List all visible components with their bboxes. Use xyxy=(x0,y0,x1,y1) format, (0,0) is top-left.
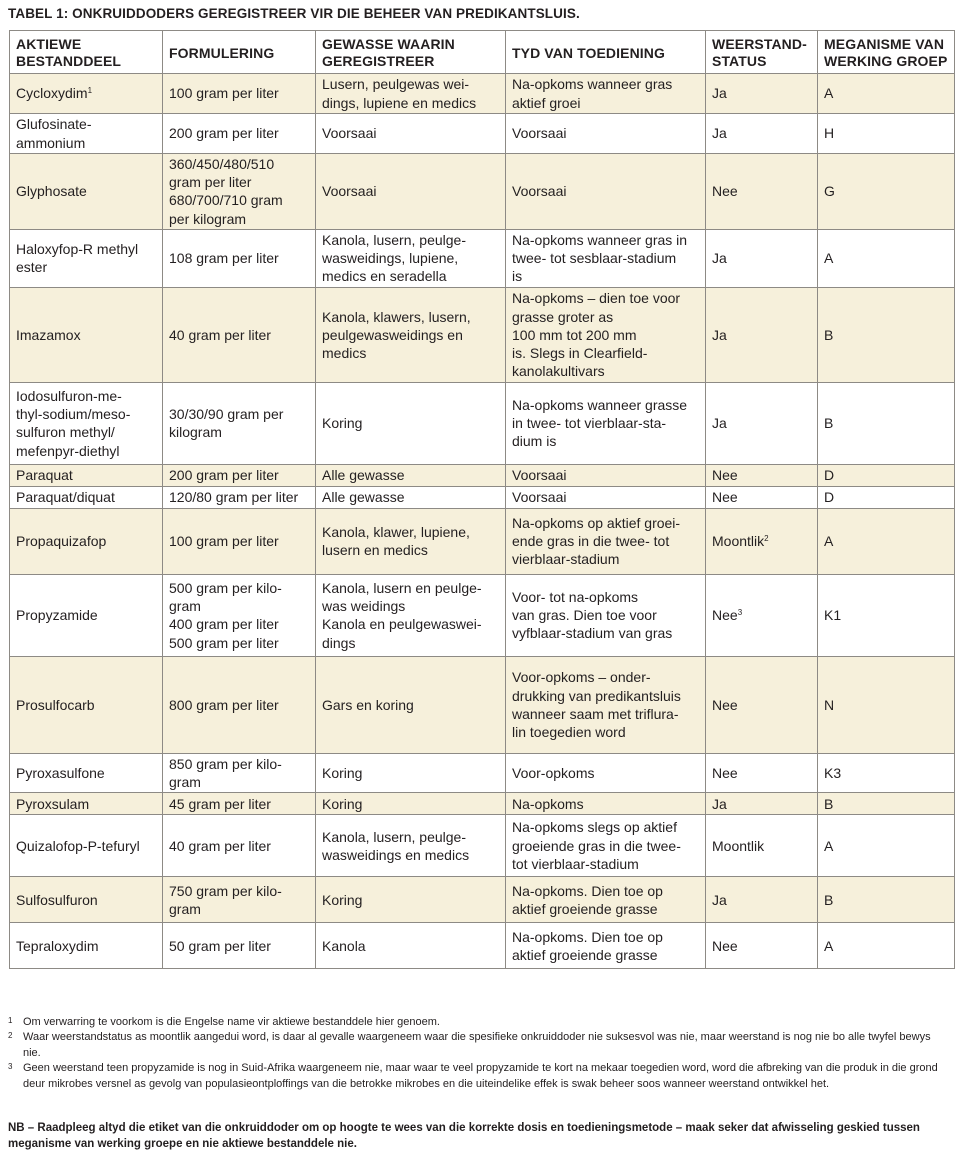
cell-formulation: 120/80 gram per liter xyxy=(163,486,316,508)
cell-resistance: Moontlik xyxy=(706,815,818,877)
cell-formulation: 40 gram per liter xyxy=(163,815,316,877)
cell-group: K1 xyxy=(818,574,955,656)
cell-timing: Na-opkoms op aktief groei- ende gras in die twee- tot vierblaar-stadium xyxy=(506,508,706,574)
cell-crops: Alle gewasse xyxy=(316,486,506,508)
cell-ingredient: Propyzamide xyxy=(10,574,163,656)
cell-group: N xyxy=(818,656,955,753)
cell-ingredient: Imazamox xyxy=(10,287,163,382)
header-formulation: FORMULERING xyxy=(163,31,316,74)
cell-resistance: Nee xyxy=(706,154,818,230)
cell-timing: Voor-opkoms xyxy=(506,753,706,792)
cell-formulation: 40 gram per liter xyxy=(163,287,316,382)
cell-resistance: Ja xyxy=(706,287,818,382)
header-group: MEGANISME VAN WERKING GROEP xyxy=(818,31,955,74)
nb-note: NB – Raadpleeg altyd die etiket van die onkruiddoder om op hoogte te wees van die korrekte dosis en toedieningsmetode – maak seker dat afwisseling geskied tussen meganisme van werking groepe en nie aktiewe bestanddele nie. xyxy=(8,1122,920,1150)
header-crops: GEWASSE WAARIN GEREGISTREER xyxy=(316,31,506,74)
cell-timing: Na-opkoms – dien toe voor grasse groter as 100 mm tot 200 mm is. Slegs in Clearfield- kanolakultivars xyxy=(506,287,706,382)
cell-resistance: Ja xyxy=(706,382,818,464)
cell-formulation: 50 gram per liter xyxy=(163,923,316,969)
cell-ingredient: Glufosinate- ammonium xyxy=(10,114,163,154)
cell-group: B xyxy=(818,793,955,815)
header-ingredient: AKTIEWE BESTANDDEEL xyxy=(10,31,163,74)
footnote-ref: 1 xyxy=(87,86,93,96)
cell-crops: Lusern, peulgewas wei- dings, lupiene en medics xyxy=(316,74,506,114)
cell-group: A xyxy=(818,229,955,287)
cell-crops: Kanola, klawer, lupiene, lusern en medics xyxy=(316,508,506,574)
cell-timing: Voorsaai xyxy=(506,154,706,230)
cell-timing: Na-opkoms. Dien toe op aktief groeiende grasse xyxy=(506,923,706,969)
cell-timing: Na-opkoms. Dien toe op aktief groeiende grasse xyxy=(506,877,706,923)
footnote xyxy=(8,1030,938,1061)
header-resistance: WEERSTAND- STATUS xyxy=(706,31,818,74)
cell-group: A xyxy=(818,815,955,877)
cell-resistance: Nee xyxy=(706,464,818,486)
cell-group: D xyxy=(818,464,955,486)
cell-group: H xyxy=(818,114,955,154)
cell-crops: Voorsaai xyxy=(316,154,506,230)
cell-group: B xyxy=(818,382,955,464)
table-row xyxy=(10,877,955,923)
table-row xyxy=(10,464,955,486)
cell-resistance: Ja xyxy=(706,229,818,287)
cell-ingredient: Paraquat xyxy=(10,464,163,486)
footnote-ref: 3 xyxy=(737,608,743,618)
cell-resistance: Nee xyxy=(706,656,818,753)
table-row xyxy=(10,656,955,753)
cell-resistance: Ja xyxy=(706,74,818,114)
cell-ingredient: Sulfosulfuron xyxy=(10,877,163,923)
cell-ingredient: Cycloxydim$^1$ xyxy=(10,74,163,114)
cell-resistance: Nee xyxy=(706,923,818,969)
table-row xyxy=(10,154,955,230)
cell-timing: Voorsaai xyxy=(506,464,706,486)
cell-formulation: 200 gram per liter xyxy=(163,114,316,154)
cell-formulation: 850 gram per kilo- gram xyxy=(163,753,316,792)
cell-crops: Gars en koring xyxy=(316,656,506,753)
cell-timing: Na-opkoms slegs op aktief groeiende gras in die twee- tot vierblaar-stadium xyxy=(506,815,706,877)
cell-ingredient: Glyphosate xyxy=(10,154,163,230)
cell-crops: Koring xyxy=(316,753,506,792)
cell-group: A xyxy=(818,74,955,114)
table-row xyxy=(10,229,955,287)
cell-group: B xyxy=(818,877,955,923)
cell-crops: Alle gewasse xyxy=(316,464,506,486)
cell-formulation: 45 gram per liter xyxy=(163,793,316,815)
footnote-text: Waar weerstandstatus as moontlik aangedui word, is daar al gevalle waargeneem waar die spesifieke onkruiddoder nie suksesvol was nie, maar weerstand is nog nie bo alle twyfel bewys nie. xyxy=(23,1031,931,1059)
table-row xyxy=(10,486,955,508)
cell-crops: Kanola, klawers, lusern, peulgewasweidings en medics xyxy=(316,287,506,382)
cell-formulation: 100 gram per liter xyxy=(163,74,316,114)
cell-timing: Na-opkoms wanneer gras in twee- tot sesblaar-stadium is xyxy=(506,229,706,287)
cell-ingredient: Quizalofop-P-tefuryl xyxy=(10,815,163,877)
cell-timing: Voor- tot na-opkoms van gras. Dien toe voor vyfblaar-stadium van gras xyxy=(506,574,706,656)
cell-resistance: Ja xyxy=(706,877,818,923)
cell-ingredient: Pyroxasulfone xyxy=(10,753,163,792)
cell-group: B xyxy=(818,287,955,382)
cell-formulation: 108 gram per liter xyxy=(163,229,316,287)
cell-timing: Voorsaai xyxy=(506,486,706,508)
cell-timing: Na-opkoms wanneer grasse in twee- tot vierblaar-sta- dium is xyxy=(506,382,706,464)
cell-crops: Kanola xyxy=(316,923,506,969)
cell-ingredient: Tepraloxydim xyxy=(10,923,163,969)
cell-formulation: 800 gram per liter xyxy=(163,656,316,753)
cell-crops: Kanola, lusern, peulge- wasweidings en medics xyxy=(316,815,506,877)
cell-formulation: 100 gram per liter xyxy=(163,508,316,574)
cell-resistance: Ja xyxy=(706,793,818,815)
header-timing: TYD VAN TOEDIENING xyxy=(506,31,706,74)
cell-ingredient: Paraquat/diquat xyxy=(10,486,163,508)
table-row xyxy=(10,923,955,969)
cell-crops: Koring xyxy=(316,793,506,815)
cell-crops: Koring xyxy=(316,382,506,464)
cell-group: K3 xyxy=(818,753,955,792)
cell-group: G xyxy=(818,154,955,230)
cell-ingredient: Prosulfocarb xyxy=(10,656,163,753)
cell-formulation: 750 gram per kilo- gram xyxy=(163,877,316,923)
table-row xyxy=(10,382,955,464)
table-row xyxy=(10,753,955,792)
footnote-ref: 2 xyxy=(764,534,769,544)
cell-resistance: Ja xyxy=(706,114,818,154)
cell-crops: Kanola, lusern en peulge- was weidings Kanola en peulgewaswei- dings xyxy=(316,574,506,656)
cell-group: D xyxy=(818,486,955,508)
table-row xyxy=(10,793,955,815)
header-row xyxy=(10,31,955,74)
footnote-number: 1 xyxy=(8,1016,13,1025)
table-row xyxy=(10,815,955,877)
footnote-number: 3 xyxy=(8,1062,13,1072)
footnote xyxy=(8,1015,938,1030)
cell-formulation: 500 gram per kilo- gram 400 gram per liter 500 gram per liter xyxy=(163,574,316,656)
cell-timing: Na-opkoms xyxy=(506,793,706,815)
cell-resistance: Nee xyxy=(706,486,818,508)
table-body xyxy=(10,74,955,969)
cell-ingredient: Pyroxsulam xyxy=(10,793,163,815)
cell-group: A xyxy=(818,923,955,969)
table-title: TABEL 1: ONKRUIDDODERS GEREGISTREER VIR DIE BEHEER VAN PREDIKANTSLUIS. xyxy=(8,6,580,21)
cell-ingredient: Haloxyfop-R methyl ester xyxy=(10,229,163,287)
cell-crops: Voorsaai xyxy=(316,114,506,154)
herbicide-table xyxy=(9,30,955,969)
table-row xyxy=(10,574,955,656)
table-row xyxy=(10,114,955,154)
footnote-text: Om verwarring te voorkom is die Engelse name vir aktiewe bestanddele hier genoem. xyxy=(23,1016,440,1028)
cell-crops: Koring xyxy=(316,877,506,923)
table-row xyxy=(10,508,955,574)
table-row xyxy=(10,74,955,114)
cell-ingredient: Iodosulfuron-me- thyl-sodium/meso- sulfuron methyl/ mefenpyr-diethyl xyxy=(10,382,163,464)
cell-resistance: Nee xyxy=(706,753,818,792)
footnote xyxy=(8,1061,938,1092)
cell-group: A xyxy=(818,508,955,574)
cell-crops: Kanola, lusern, peulge- wasweidings, lupiene, medics en seradella xyxy=(316,229,506,287)
cell-resistance: Nee$^3$ xyxy=(706,574,818,656)
cell-formulation: 200 gram per liter xyxy=(163,464,316,486)
table-row xyxy=(10,287,955,382)
cell-timing: Na-opkoms wanneer gras aktief groei xyxy=(506,74,706,114)
cell-timing: Voorsaai xyxy=(506,114,706,154)
footnote-text: Geen weerstand teen propyzamide is nog in Suid-Afrika waargeneem nie, maar waar te veel propyzamide te kort na mekaar toegedien word, word die afbreking van die produk in die grond deur mikrobes versnel as gevolg van populasieontploffings van die betrokke mikrobes en die uiteindelike effek is swak beheer soos wanneer weerstand ontwikkel het. xyxy=(23,1062,938,1090)
footnote-number: 2 xyxy=(8,1031,13,1041)
cell-resistance: Moontlik$^2$ xyxy=(706,508,818,574)
cell-timing: Voor-opkoms – onder- drukking van predikantsluis wanneer saam met triflura- lin toegedien word xyxy=(506,656,706,753)
footnotes xyxy=(8,1015,938,1092)
cell-formulation: 360/450/480/510 gram per liter 680/700/710 gram per kilogram xyxy=(163,154,316,230)
cell-ingredient: Propaquizafop xyxy=(10,508,163,574)
cell-formulation: 30/30/90 gram per kilogram xyxy=(163,382,316,464)
